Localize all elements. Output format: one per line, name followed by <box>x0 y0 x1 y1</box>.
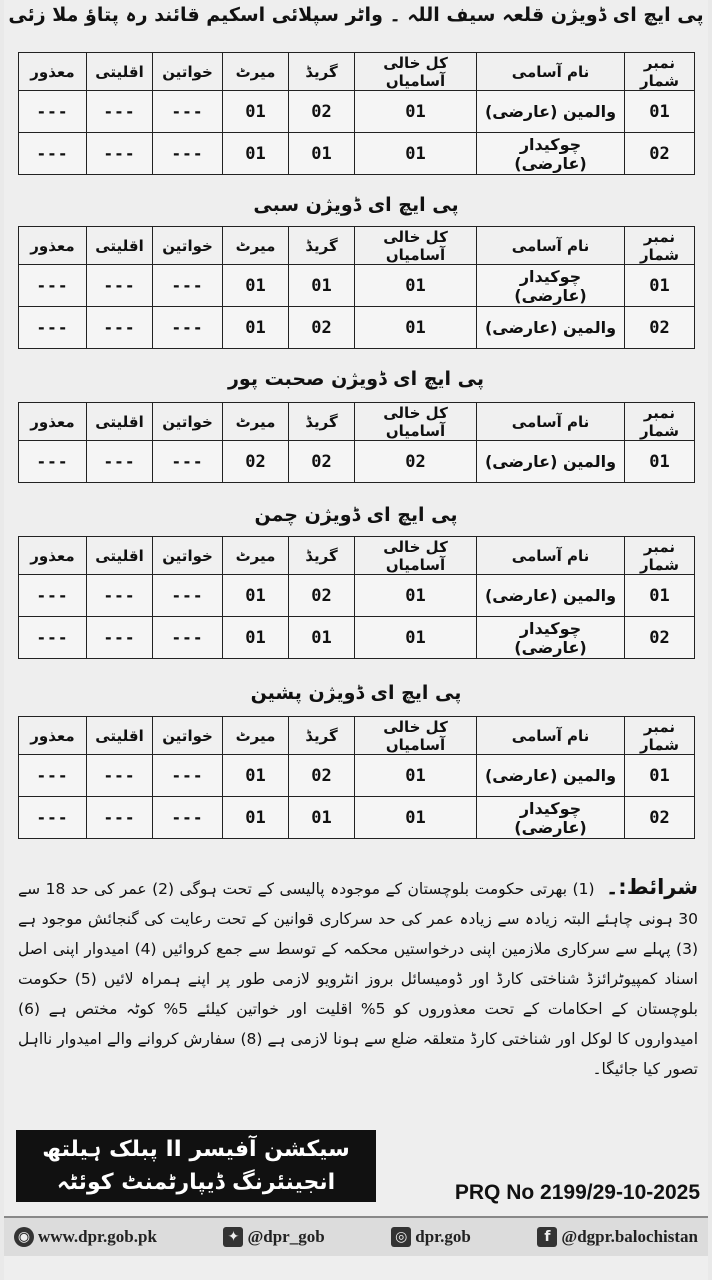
cell-total: 01 <box>355 797 477 839</box>
table-row <box>19 307 695 349</box>
header-total-vacancies: کل خالی آسامیاں <box>355 53 477 91</box>
instagram-icon: ◎ <box>391 1227 411 1247</box>
cell-merit: 01 <box>223 265 289 307</box>
cell-women: --- <box>153 441 223 483</box>
terms-text: (1) بھرتی حکومت بلوچستان کے موجودہ پالیسی کے تحت ہوگی (2) عمر کی حد 18 سے 30 ہونی چاہئے البتہ زیادہ سے زیادہ عمر کی حد سرکاری قوانین کے تحت رعایت کی گنجائش موجود ہے (3) پہلے سے سرکاری ملازمین اپنی درخواستیں محکمہ کے توسط سے جمع کروائیں (4) امیدوار اپنی اصل اسناد کمپیوٹرائزڈ شناختی کارڈ اور ڈومیسائل بروز انٹرویو لازمی طور پر اپنے ہمراہ لائیں (5) حکومت بلوچستان کے احکامات کے تحت معذوروں کو 5% اقلیت اور خواتین کیلئے 5% کوٹہ مختص ہے (6) امیدواروں کا لوکل اور شناختی کارڈ متعلقہ ضلع سے ہونا لازمی ہے (8) سفارش کروانے والے امیدوار نااہل تصور کیا جائیگا۔ <box>18 880 699 1078</box>
cell-minority: --- <box>87 441 153 483</box>
header-post-name: نام آسامی <box>477 227 625 265</box>
header-disabled: معذور <box>19 227 87 265</box>
issuing-office-box <box>16 1130 376 1202</box>
table-row <box>19 133 695 175</box>
facebook-text: @dgpr.balochistan <box>561 1227 698 1246</box>
header-grade: گریڈ <box>289 227 355 265</box>
cell-women: --- <box>153 617 223 659</box>
cell-serial: 01 <box>625 441 695 483</box>
cell-grade: 01 <box>289 797 355 839</box>
table-header-row <box>19 403 695 441</box>
twitter-text: @dpr_gob <box>247 1227 325 1246</box>
cell-disabled: --- <box>19 755 87 797</box>
instagram-link[interactable] <box>391 1227 471 1247</box>
table-header-row <box>19 717 695 755</box>
cell-minority: --- <box>87 797 153 839</box>
website-link[interactable] <box>14 1227 157 1247</box>
cell-total: 02 <box>355 441 477 483</box>
issuing-office-line-1: سیکشن آفیسر II پبلک ہیلتھ <box>42 1137 350 1162</box>
header-total-vacancies: کل خالی آسامیاں <box>355 227 477 265</box>
cell-merit: 01 <box>223 617 289 659</box>
cell-post-name: چوکیدار (عارضی) <box>477 265 625 307</box>
cell-serial: 01 <box>625 91 695 133</box>
cell-serial: 01 <box>625 575 695 617</box>
cell-total: 01 <box>355 265 477 307</box>
header-women: خواتین <box>153 227 223 265</box>
cell-disabled: --- <box>19 575 87 617</box>
cell-women: --- <box>153 133 223 175</box>
cell-grade: 01 <box>289 265 355 307</box>
table-row <box>19 797 695 839</box>
table-row <box>19 617 695 659</box>
cell-total: 01 <box>355 617 477 659</box>
cell-merit: 01 <box>223 575 289 617</box>
cell-merit: 01 <box>223 91 289 133</box>
cell-merit: 02 <box>223 441 289 483</box>
vacancy-table <box>18 52 695 175</box>
twitter-link[interactable] <box>223 1227 324 1247</box>
twitter-icon: ✦ <box>223 1227 243 1247</box>
cell-minority: --- <box>87 617 153 659</box>
cell-post-name: والمین (عارضی) <box>477 307 625 349</box>
header-grade: گریڈ <box>289 537 355 575</box>
cell-disabled: --- <box>19 307 87 349</box>
cell-serial: 01 <box>625 755 695 797</box>
cell-grade: 01 <box>289 617 355 659</box>
issuing-office-line-2: انجینئرنگ ڈیپارٹمنٹ کوئٹہ <box>56 1170 336 1195</box>
table-header-row <box>19 537 695 575</box>
facebook-link[interactable] <box>537 1227 698 1247</box>
header-serial: نمبر شمار <box>625 403 695 441</box>
header-post-name: نام آسامی <box>477 537 625 575</box>
header-post-name: نام آسامی <box>477 403 625 441</box>
section-title: پی ایچ ای ڈویژن قلعہ سیف اللہ ۔ واٹر سپلائی اسکیم قائند رہ پتاؤ ملا زئی <box>8 4 704 26</box>
prq-number: PRQ No 2199/29-10-2025 <box>454 1181 700 1204</box>
cell-disabled: --- <box>19 133 87 175</box>
table-row <box>19 575 695 617</box>
cell-disabled: --- <box>19 91 87 133</box>
header-total-vacancies: کل خالی آسامیاں <box>355 537 477 575</box>
header-women: خواتین <box>153 53 223 91</box>
advertisement-page <box>4 0 708 1280</box>
header-disabled: معذور <box>19 717 87 755</box>
cell-post-name: چوکیدار (عارضی) <box>477 797 625 839</box>
globe-icon: ◉ <box>14 1227 34 1247</box>
header-disabled: معذور <box>19 53 87 91</box>
header-post-name: نام آسامی <box>477 717 625 755</box>
cell-minority: --- <box>87 307 153 349</box>
cell-women: --- <box>153 265 223 307</box>
cell-grade: 02 <box>289 441 355 483</box>
cell-grade: 02 <box>289 307 355 349</box>
cell-minority: --- <box>87 91 153 133</box>
cell-post-name: چوکیدار (عارضی) <box>477 133 625 175</box>
cell-post-name: والمین (عارضی) <box>477 441 625 483</box>
header-post-name: نام آسامی <box>477 53 625 91</box>
header-merit: میرٹ <box>223 227 289 265</box>
header-total-vacancies: کل خالی آسامیاں <box>355 403 477 441</box>
terms-label: شرائط:۔ <box>606 875 698 899</box>
cell-total: 01 <box>355 575 477 617</box>
cell-disabled: --- <box>19 265 87 307</box>
header-women: خواتین <box>153 537 223 575</box>
header-women: خواتین <box>153 717 223 755</box>
website-text: www.dpr.gob.pk <box>38 1227 157 1246</box>
cell-total: 01 <box>355 91 477 133</box>
header-grade: گریڈ <box>289 717 355 755</box>
cell-serial: 02 <box>625 133 695 175</box>
header-minority: اقلیتی <box>87 53 153 91</box>
cell-minority: --- <box>87 755 153 797</box>
header-disabled: معذور <box>19 537 87 575</box>
cell-women: --- <box>153 797 223 839</box>
table-row <box>19 755 695 797</box>
social-bar <box>4 1216 708 1256</box>
table-row <box>19 265 695 307</box>
cell-total: 01 <box>355 755 477 797</box>
cell-women: --- <box>153 575 223 617</box>
header-grade: گریڈ <box>289 53 355 91</box>
cell-minority: --- <box>87 133 153 175</box>
cell-serial: 02 <box>625 307 695 349</box>
cell-serial: 01 <box>625 265 695 307</box>
header-merit: میرٹ <box>223 537 289 575</box>
cell-post-name: چوکیدار (عارضی) <box>477 617 625 659</box>
table-header-row <box>19 227 695 265</box>
header-minority: اقلیتی <box>87 717 153 755</box>
instagram-text: dpr.gob <box>415 1227 471 1246</box>
section-title: پی ایچ ای ڈویژن چمن <box>254 504 458 526</box>
cell-disabled: --- <box>19 617 87 659</box>
facebook-icon: f <box>537 1227 557 1247</box>
header-serial: نمبر شمار <box>625 717 695 755</box>
cell-merit: 01 <box>223 307 289 349</box>
vacancy-table <box>18 536 695 659</box>
header-total-vacancies: کل خالی آسامیاں <box>355 717 477 755</box>
cell-post-name: والمین (عارضی) <box>477 91 625 133</box>
cell-women: --- <box>153 91 223 133</box>
cell-disabled: --- <box>19 441 87 483</box>
cell-merit: 01 <box>223 797 289 839</box>
cell-women: --- <box>153 307 223 349</box>
table-header-row <box>19 53 695 91</box>
cell-total: 01 <box>355 133 477 175</box>
header-women: خواتین <box>153 403 223 441</box>
cell-grade: 01 <box>289 133 355 175</box>
terms-and-conditions <box>18 872 698 1084</box>
vacancy-table <box>18 226 695 349</box>
section-title: پی ایچ ای ڈویژن سبی <box>253 194 459 216</box>
table-row <box>19 91 695 133</box>
cell-grade: 02 <box>289 91 355 133</box>
cell-grade: 02 <box>289 755 355 797</box>
header-grade: گریڈ <box>289 403 355 441</box>
header-serial: نمبر شمار <box>625 227 695 265</box>
header-serial: نمبر شمار <box>625 53 695 91</box>
vacancy-table <box>18 716 695 839</box>
cell-merit: 01 <box>223 133 289 175</box>
section-title: پی ایچ ای ڈویژن صحبت پور <box>227 368 485 390</box>
cell-serial: 02 <box>625 797 695 839</box>
cell-grade: 02 <box>289 575 355 617</box>
vacancy-table <box>18 402 695 483</box>
cell-merit: 01 <box>223 755 289 797</box>
header-disabled: معذور <box>19 403 87 441</box>
cell-minority: --- <box>87 575 153 617</box>
header-serial: نمبر شمار <box>625 537 695 575</box>
header-minority: اقلیتی <box>87 537 153 575</box>
section-title: پی ایچ ای ڈویژن پشین <box>250 682 462 704</box>
cell-post-name: والمین (عارضی) <box>477 755 625 797</box>
cell-post-name: والمین (عارضی) <box>477 575 625 617</box>
cell-total: 01 <box>355 307 477 349</box>
cell-women: --- <box>153 755 223 797</box>
table-row <box>19 441 695 483</box>
header-minority: اقلیتی <box>87 403 153 441</box>
cell-disabled: --- <box>19 797 87 839</box>
header-merit: میرٹ <box>223 53 289 91</box>
header-minority: اقلیتی <box>87 227 153 265</box>
header-merit: میرٹ <box>223 717 289 755</box>
header-merit: میرٹ <box>223 403 289 441</box>
cell-serial: 02 <box>625 617 695 659</box>
cell-minority: --- <box>87 265 153 307</box>
